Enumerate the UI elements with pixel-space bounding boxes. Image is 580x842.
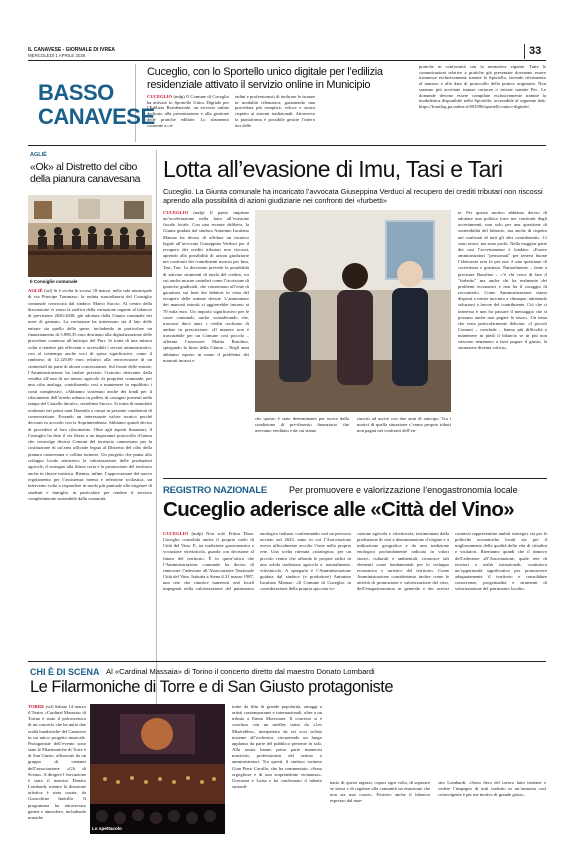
sportello-dateline: CUCEGLIO xyxy=(147,94,174,99)
tari-photo-col-2: riusciti ad uscire con due anni di anticipo. Tra i motivi di quella situazione c’erano proprio tributi non pagati nei confronti dell’en- xyxy=(357,416,451,434)
filarmoniche-photo-caption: Lo spettacolo xyxy=(92,826,122,831)
rule-after-sportello xyxy=(28,145,546,146)
tari-subhead: Cuceglio. La Giunta comunale ha incaricato l’avvocata Giuseppina Verduci al recupero dei crediti tributari non riscossi aprendo alla possibilità di azioni giudiziarie nei confronti dei «furbetti» xyxy=(163,187,543,205)
vino-dateline: CUCEGLIO xyxy=(163,531,192,536)
section-block xyxy=(28,64,155,142)
aglie-headline: «Ok» al Distretto del cibo della pianura canavesana xyxy=(30,161,141,185)
tari-dateline: CUCEGLIO xyxy=(163,210,194,215)
aglie-kicker: AGLIÈ xyxy=(30,152,47,158)
filarmoniche-photo xyxy=(90,704,225,834)
tari-photo xyxy=(255,210,451,412)
vino-col-2: cazione agricola e vitivinicola, testimoniata dalla produzione di vini a denominazione d’origine e a indicazione geografica e da una tradizione enologica profondamente radicata in valori storici, culturali e ambientali, riconosce tali elementi come fondamentali per lo sviluppo economico e turistico del territorio. Come Amministrazione consideriamo inoltre come le attività di promozione e valorizzazione del vino, dell’enogastronomia in generale e dei servizi connessi rappresentino ambiti strategici sia per le politiche economiche locali sia per il miglioramento della qualità della vita di cittadini e visitatori. Riteniamo quindi che il rinnovo dell’adesione all’Associazione, quale rete di territori e realtà istituzionali, costituisca un’opportunità significativa per promuovere adeguatamente il territorio e consolidare conoscenze, progettualità e strumenti di valorizzazione del patrimonio locale». xyxy=(357,531,547,592)
story-filarmoniche xyxy=(28,664,547,839)
filarmoniche-col-3: nario di questi ragazzi, capaci ogni volta, di superare se stessi e di regalare alla comunità un emozione che non sia mai cuore». Positivo anche il bilancio espresso dal mae- xyxy=(330,780,430,804)
aglie-photo-caption: Il Consiglio comunale xyxy=(30,279,78,284)
sportello-col-1-text: (mdp) Il Comune di Cuceglio ha attivato lo Sportello Unico Digitale per l’Edilizia Residenziale, un servizio online dedicato alla presentazione e alla gestione delle pratiche edilizie. Lo strumento consente a cit- xyxy=(147,94,229,128)
filarmoniche-col-1-text: (ssl) Sabato 14 marzo il Teatro «Cardinal Massaia» di Torino è stato il palcoscenico di un concerto che ha unito due realtà bandistiche del Canavese in un unico progetto musicale. Protagoniste dell’evento sono state le Filarmoniche di Torre e di San Giusto, affiancate da un gruppo di cantanti dell’associazione «Gli di Scena». A dirigere l’esecuzione è stato il maestro Donato Lombardi, mentre la direzione artistica è stata curata, da Gioacchino Inzirillo. Il programma ha attraversato generi e atmosfere, includendo musiche xyxy=(28,704,86,820)
sportello-headline: Cuceglio, con lo Sportello unico digitale per l’edilizia residenziale attivato il servizio online in Municipio xyxy=(147,66,383,91)
section-line-2: CANAVESE xyxy=(38,104,155,129)
filarmoniche-headline: Le Filarmoniche di Torre e di San Giusto protagoniste xyxy=(30,678,393,696)
aglie-body-text: (ssl) Si è svolta lo scorso 18 marzo, nella sala municipale di via Principe Tommaso, la seduta straordinaria del Consiglio comunale convocata dal sindaco Marco Succio. Al centro della discussione vi erano la ratifica della variazione urgente al bilancio di previsione 2026-2028, già adottata dalla Giunta comunale nei mesi di gennaio. La variazione ha interessato sia il lato delle entrate sia quello delle spese, includendo in particolare un finanziamento di 5.898,35 euro destinato alla digitalizzazione delle procedure connesse all’anticipo del Pnrr. Si tratta di una misura volta a rendere più efficienti e accessibili i servizi amministrativi, con al contempo anche voci di spesa significative, come il rimborso di 12.129,89 euro relativo alla retrocessione di un cimiteriali da parte di alcuni concessionari. Sul fronte delle entrate, l’Amministrazione ha inoltre previsto l’introito derivante dalla vendita all’asta di un mezzo agricolo di proprietà comunale, per una cifra analoga, contribuendo così a mantenere in equilibrio i conti complessivi. «Abbiamo sostenuto anche dei fondi per il rifacimento dell’arredo urbano in pallets di castagno presenti nella rampa del Castello ducale», sottolinea Succio. Si tratta di manufatti realizzati nei primi anni Duemila e ormai in pessime condizioni di conservazione. Essendo un interessante valore tecnico perché decorati in accordo con la Soprintendenza. Abbiamo quindi deciso di procedere al loro rifacimento. Oltre agli aspetti finanziari, il Consiglio ha dato il via libera a un importante protocollo d’intesa che coinvolge diversi Comuni del territorio canavesano per la costituzione di un’area ufficiale legata al Distretto del cibo della pianura canavesana e collina torinese. Un progetto che punta allo sviluppo locale attraverso la valorizzazione delle produzioni agricole, il sostegno alla filiera corta e la promozione del territorio anche in chiave turistica. Rientra, infine, l’approvazione del nuovo regolamento per l’assistenza mensa e refezione scolastica, un intervento volto a rispondere in modo più puntuale alle esigenze di studenti e famiglie, in particolare per rendere il servizio completamente sostenibile dalla comunità. xyxy=(28,288,152,501)
tari-col-1-text: (mdp) Il paese imprime un’accelerazione nella lotta all’evasione fiscale locale. Con una recente delibera, la Giunta guidata dal sindaco Antonino Iuculano Mamao ha deciso di affidare un incarico legale all’avvocata Giuseppina Verduci per il recupero dei crediti tributari non riscossi, aprendo alla possibilità di azioni giudiziarie nei confronti dei contribuenti morosi per Imu, Tasi, Tari. La decisione prevede la possibilità di attivare strumenti di tutela del credito, tra cui anche misure cautelari come l’iscrizione di ipoteche giudiziali, che consentono all’ente di garantirsi sui beni dei debitori in vista del recupero delle somme dovute. L’ammontare dei mancati introiti si aggirerebbe intorno ai 70 mila euro. Un importo significativo per le casse comunali, anche considerando che, trascorsi dieci anni, i crediti rischiano di andare in prescrizione: «Il numero non è trascurabile per un Comune così piccolo – afferma l’assessore Mattia Basolino, spiegando la linea della Giunta – Negli anni abbiamo ripreso in mano il problema dei mancati incassi e xyxy=(163,210,249,363)
sportello-col-1 xyxy=(147,94,229,139)
aglie-dateline: AGLIÈ xyxy=(28,288,45,293)
publication-name: IL CANAVESE - GIORNALE DI IVREA xyxy=(28,47,116,53)
tari-col-1 xyxy=(163,210,249,474)
sportello-col-3: pratiche in conformità con la normativa vigente. Tutte le comunicazioni relative a pratiche già presentate dovranno essere trasmesse esclusivamente tramite lo Sportello, facendo riferimento al numero e alla data di protocollo della pratica originaria. Non saranno più accettate istanze cartacee o inviate tramite Pec. Le domande devono essere compilate esclusivamente tramite la modulistica disponibile nello Sportello, accessibile al seguente link: https://frontlog.pa.online.it/001096/sportello-unico-digitale/. xyxy=(419,64,546,109)
sportello-col-2: tadini e professionisti di inoltrare le istanze in modalità telematica, garantendo una procedura più semplice, veloce e sicura rispetto ai sistemi tradizionali. Attraverso la piattaforma è possibile gestire l’intero iter delle xyxy=(235,94,315,128)
story-sportello xyxy=(147,64,547,142)
vino-headline: Cuceglio aderisce alle «Città del Vino» xyxy=(163,498,515,521)
vino-col-1-text: (mdp) Non solo Frittra Dasa: Cuceglio consolida anche il proprio ruolo di Città del Vino. E, tra tradizione gastronomica e vocazione vitivinicola, guarda con decisione al futuro del territorio. È in quest’ottica che l’Amministrazione comunale ha deciso di rinnovare l’adesione all’Associazione Nazionale Città del Vino. Istituita a Siena il 21 marzo 1987, una rete che riunisce numerosi enti locali impegnati nella valorizzazione del patrimonio enologico italiano, confermando così un percorso avviato nel 2023, anno in cui l’Associazione aveva ufficialmente accolto l’ente nella propria rete. Una scelta ritenuta «strategica» per un piccolo centro che affonda le proprie radici in una solida tradizione agricola e, naturalmente, vitivinicola. A spiegarla è l’Amministrazione guidata dal sindaco (e produttore) Antonino Iuculano Mamao: «Il Comune di Cuceglio, in considerazione della propria spiccata vo- xyxy=(163,531,351,592)
vino-kicker-text: Per promuovere e valorizzazione l’enogastronomia locale xyxy=(289,485,518,495)
page-number-divider xyxy=(524,44,525,59)
tari-photo-col-1: che questo è stato determinante per uscire dalla condizione di pre-dissesto finanziario che avevamo ereditato e da cui siamo xyxy=(255,416,349,434)
aglie-body xyxy=(28,288,152,713)
concert-stage-photo xyxy=(90,704,225,834)
aglie-photo xyxy=(28,195,152,277)
council-room-image xyxy=(28,195,152,277)
officials-photo xyxy=(255,210,451,412)
filarmoniche-kicker-bar xyxy=(28,666,547,678)
tari-col-right: te. Per questo motivo abbiamo deciso di adottare una politica forte nei confronti degli accertamenti, non solo per una questione di sostenibilità del bilancio, ma anche di rispetto nei confronti di tutti gli altri contribuenti». Ci sono errori, ma sono pochi. Nella maggior parte dei casi l’accertamento è fondato: «Essere amministratori "pensionati" per tenersi buone l’elettorato non fa per noi: è una questione di correttezza e giustizia. Naturalmente – tiene a precisare Basolino – c’è chi cerca di fare il "furbetto" ma anche chi ha realmente dei problemi economici e non ha il coraggio di raccontarlo. Come Amministrazione siamo disposti a venire incontro a chiunque, adottando soluzioni a favore del contribuente. Ciò che ci interessa è non far passare il messaggio che si possano anche non pagare le tasse». Un tema che resta particolarmente delicato: «I piccoli Comuni – conclude – hanno più difficoltà a mantenere in piedi il bilancio se in più non riescono nemmeno a farsi pagare il giusto, la situazione diventa critica». xyxy=(458,210,547,351)
vino-col-1 xyxy=(163,531,351,656)
filarmoniche-col-1 xyxy=(28,704,86,836)
issue-date: MERCOLEDÌ 1 APRILE 2026 xyxy=(28,53,86,58)
filarmoniche-col-2: tratte da film di grande popolarità, omaggi a artisti contemporanei e internazionali, oltre a un tributo a Ennio Morricone. Il concerto si è concluso con un medley tratto da «Les Misérables», interpretato da sei voci soliste insieme all’orchestra, riscuotendo un lungo applauso da parte del pubblico presente in sala. Alla serata hanno preso parte numerosi musicisti, professionisti del settore e amministratori. Tra questi, il sindaco torinese Gian Piero Cavallo, che ha commentato: «Sono orgogliose e di una sorprendente vicinanza». Giovanni e Luisa e ha confermato il talento straordi- xyxy=(232,704,322,790)
filarmoniche-kicker-text: Al «Cardinal Massaia» di Torino il concerto diretto dal maestro Donato Lombardi xyxy=(106,667,375,676)
filarmoniche-col-4: stro Lombardi: «Sono fiero del lavoro fatto insieme e vedere l’impegno di tutti tradotto in un’armonia così coinvolgente è per me motivo di grande gioia». xyxy=(438,780,546,798)
filarmoniche-kicker: CHI È DI SCENA xyxy=(30,667,100,677)
filarmoniche-dateline: TORRE xyxy=(28,704,46,709)
vino-kicker: REGISTRO NAZIONALE xyxy=(163,485,268,496)
story-aglie xyxy=(28,150,152,715)
tari-headline: Lotta all’evasione di Imu, Tasi e Tari xyxy=(163,156,503,182)
header-rule xyxy=(28,60,546,61)
story-tari xyxy=(163,150,547,475)
rule-after-vino xyxy=(28,661,546,662)
page-number: 33 xyxy=(529,45,542,57)
rule-after-tari xyxy=(163,478,547,479)
vino-kicker-bar xyxy=(163,484,547,497)
sidebar-divider xyxy=(156,150,157,715)
section-line-1: BASSO xyxy=(38,80,114,105)
